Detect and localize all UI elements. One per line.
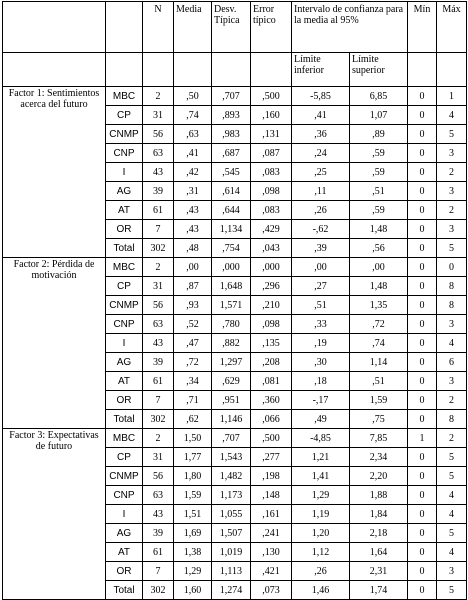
error-tipico-cell: ,241 — [251, 524, 292, 543]
desv-tipica-cell: ,614 — [212, 182, 251, 201]
category-cell: Total — [106, 239, 143, 258]
n-cell: 7 — [143, 391, 174, 410]
limite-superior-cell: 1,48 — [350, 277, 408, 296]
max-cell: 4 — [437, 334, 467, 353]
header-blank — [212, 53, 251, 87]
min-cell: 0 — [408, 410, 437, 429]
error-tipico-cell: ,087 — [251, 144, 292, 163]
table-row — [3, 429, 467, 448]
error-tipico-cell: ,210 — [251, 296, 292, 315]
limite-inferior-cell: ,19 — [292, 334, 350, 353]
n-cell: 43 — [143, 505, 174, 524]
desv-tipica-cell: ,983 — [212, 125, 251, 144]
n-cell: 56 — [143, 296, 174, 315]
category-cell: CNP — [106, 315, 143, 334]
error-tipico-cell: ,043 — [251, 239, 292, 258]
media-cell: ,41 — [174, 144, 212, 163]
max-cell: 3 — [437, 182, 467, 201]
min-cell: 0 — [408, 106, 437, 125]
n-cell: 2 — [143, 429, 174, 448]
limite-superior-cell: ,00 — [350, 258, 408, 277]
table-row — [3, 258, 467, 277]
error-tipico-cell: ,081 — [251, 372, 292, 391]
media-cell: 1,69 — [174, 524, 212, 543]
limite-superior-cell: ,89 — [350, 125, 408, 144]
min-cell: 0 — [408, 163, 437, 182]
header-blank — [408, 53, 437, 87]
max-cell: 3 — [437, 315, 467, 334]
category-cell: MBC — [106, 87, 143, 106]
limite-superior-cell: ,72 — [350, 315, 408, 334]
min-cell: 0 — [408, 315, 437, 334]
desv-tipica-cell: 1,274 — [212, 581, 251, 600]
desv-tipica-cell: 1,648 — [212, 277, 251, 296]
n-cell: 61 — [143, 201, 174, 220]
media-cell: 1,50 — [174, 429, 212, 448]
category-cell: AG — [106, 524, 143, 543]
error-tipico-cell: ,296 — [251, 277, 292, 296]
limite-inferior-cell: -4,85 — [292, 429, 350, 448]
header-blank — [106, 53, 143, 87]
category-cell: AG — [106, 182, 143, 201]
max-cell: 4 — [437, 543, 467, 562]
error-tipico-cell: ,429 — [251, 220, 292, 239]
header-limite-inferior: Límite inferior — [292, 53, 350, 87]
factor-group-label: Factor 2: Pérdida de motivación — [3, 258, 106, 429]
limite-inferior-cell: 1,19 — [292, 505, 350, 524]
limite-inferior-cell: -5,85 — [292, 87, 350, 106]
min-cell: 0 — [408, 334, 437, 353]
desv-tipica-cell: ,882 — [212, 334, 251, 353]
media-cell: 1,77 — [174, 448, 212, 467]
category-cell: OR — [106, 220, 143, 239]
header-blank — [3, 53, 106, 87]
max-cell: 0 — [437, 258, 467, 277]
header-blank — [106, 2, 143, 53]
max-cell: 3 — [437, 372, 467, 391]
header-row — [3, 2, 467, 53]
max-cell: 5 — [437, 524, 467, 543]
limite-superior-cell: 2,34 — [350, 448, 408, 467]
category-cell: CNP — [106, 486, 143, 505]
n-cell: 39 — [143, 353, 174, 372]
min-cell: 0 — [408, 353, 437, 372]
header-max: Máx — [437, 2, 467, 53]
media-cell: ,52 — [174, 315, 212, 334]
desv-tipica-cell: 1,134 — [212, 220, 251, 239]
limite-superior-cell: 1,48 — [350, 220, 408, 239]
desv-tipica-cell: ,951 — [212, 391, 251, 410]
max-cell: 3 — [437, 220, 467, 239]
limite-inferior-cell: -,17 — [292, 391, 350, 410]
descriptive-statistics-table — [2, 1, 467, 600]
media-cell: ,62 — [174, 410, 212, 429]
max-cell: 2 — [437, 391, 467, 410]
header-blank — [3, 2, 106, 53]
limite-inferior-cell: ,00 — [292, 258, 350, 277]
limite-superior-cell: 2,20 — [350, 467, 408, 486]
min-cell: 0 — [408, 543, 437, 562]
n-cell: 302 — [143, 410, 174, 429]
n-cell: 43 — [143, 334, 174, 353]
min-cell: 0 — [408, 201, 437, 220]
category-cell: CP — [106, 448, 143, 467]
header-intervalo-confianza: Intervalo de confianza para la media al 95% — [292, 2, 408, 53]
header-error-tipico: Error típico — [251, 2, 292, 53]
header-blank — [251, 53, 292, 87]
category-cell: AT — [106, 543, 143, 562]
header-media: Media — [174, 2, 212, 53]
min-cell: 0 — [408, 505, 437, 524]
limite-superior-cell: ,74 — [350, 334, 408, 353]
desv-tipica-cell: 1,019 — [212, 543, 251, 562]
min-cell: 0 — [408, 87, 437, 106]
n-cell: 31 — [143, 106, 174, 125]
limite-inferior-cell: 1,29 — [292, 486, 350, 505]
media-cell: 1,60 — [174, 581, 212, 600]
media-cell: ,43 — [174, 220, 212, 239]
min-cell: 0 — [408, 372, 437, 391]
media-cell: ,50 — [174, 87, 212, 106]
n-cell: 302 — [143, 581, 174, 600]
limite-superior-cell: 1,64 — [350, 543, 408, 562]
min-cell: 0 — [408, 448, 437, 467]
desv-tipica-cell: 1,146 — [212, 410, 251, 429]
media-cell: 1,51 — [174, 505, 212, 524]
n-cell: 7 — [143, 220, 174, 239]
max-cell: 5 — [437, 125, 467, 144]
category-cell: AT — [106, 201, 143, 220]
desv-tipica-cell: ,545 — [212, 163, 251, 182]
limite-inferior-cell: 1,12 — [292, 543, 350, 562]
min-cell: 0 — [408, 391, 437, 410]
category-cell: OR — [106, 391, 143, 410]
limite-inferior-cell: ,36 — [292, 125, 350, 144]
n-cell: 31 — [143, 277, 174, 296]
category-cell: Total — [106, 581, 143, 600]
limite-inferior-cell: ,24 — [292, 144, 350, 163]
error-tipico-cell: ,083 — [251, 201, 292, 220]
desv-tipica-cell: 1,482 — [212, 467, 251, 486]
n-cell: 61 — [143, 372, 174, 391]
desv-tipica-cell: ,707 — [212, 87, 251, 106]
limite-inferior-cell: ,30 — [292, 353, 350, 372]
limite-superior-cell: ,75 — [350, 410, 408, 429]
error-tipico-cell: ,198 — [251, 467, 292, 486]
media-cell: ,34 — [174, 372, 212, 391]
category-cell: CNMP — [106, 467, 143, 486]
error-tipico-cell: ,098 — [251, 315, 292, 334]
desv-tipica-cell: 1,507 — [212, 524, 251, 543]
limite-inferior-cell: 1,21 — [292, 448, 350, 467]
min-cell: 1 — [408, 429, 437, 448]
limite-superior-cell: ,51 — [350, 372, 408, 391]
min-cell: 0 — [408, 258, 437, 277]
desv-tipica-cell: 1,173 — [212, 486, 251, 505]
max-cell: 4 — [437, 106, 467, 125]
max-cell: 5 — [437, 239, 467, 258]
desv-tipica-cell: ,687 — [212, 144, 251, 163]
header-n: N — [143, 2, 174, 53]
category-cell: I — [106, 505, 143, 524]
max-cell: 6 — [437, 353, 467, 372]
media-cell: 1,38 — [174, 543, 212, 562]
min-cell: 0 — [408, 524, 437, 543]
media-cell: ,71 — [174, 391, 212, 410]
error-tipico-cell: ,098 — [251, 182, 292, 201]
limite-superior-cell: 1,88 — [350, 486, 408, 505]
limite-inferior-cell: ,41 — [292, 106, 350, 125]
error-tipico-cell: ,148 — [251, 486, 292, 505]
limite-superior-cell: ,59 — [350, 144, 408, 163]
media-cell: ,31 — [174, 182, 212, 201]
limite-inferior-cell: 1,41 — [292, 467, 350, 486]
error-tipico-cell: ,208 — [251, 353, 292, 372]
n-cell: 56 — [143, 125, 174, 144]
desv-tipica-cell: ,629 — [212, 372, 251, 391]
media-cell: ,93 — [174, 296, 212, 315]
category-cell: MBC — [106, 429, 143, 448]
category-cell: CNP — [106, 144, 143, 163]
error-tipico-cell: ,135 — [251, 334, 292, 353]
media-cell: 1,59 — [174, 486, 212, 505]
header-limite-superior: Límite superior — [350, 53, 408, 87]
n-cell: 56 — [143, 467, 174, 486]
category-cell: CNMP — [106, 125, 143, 144]
desv-tipica-cell: 1,055 — [212, 505, 251, 524]
limite-superior-cell: ,51 — [350, 182, 408, 201]
max-cell: 3 — [437, 562, 467, 581]
max-cell: 1 — [437, 87, 467, 106]
limite-inferior-cell: ,11 — [292, 182, 350, 201]
error-tipico-cell: ,500 — [251, 429, 292, 448]
min-cell: 0 — [408, 486, 437, 505]
n-cell: 2 — [143, 258, 174, 277]
max-cell: 5 — [437, 581, 467, 600]
max-cell: 5 — [437, 467, 467, 486]
n-cell: 63 — [143, 315, 174, 334]
media-cell: ,42 — [174, 163, 212, 182]
factor-group-label: Factor 1: Sentimientos acerca del futuro — [3, 87, 106, 258]
limite-superior-cell: 2,18 — [350, 524, 408, 543]
category-cell: AG — [106, 353, 143, 372]
n-cell: 7 — [143, 562, 174, 581]
category-cell: CNMP — [106, 296, 143, 315]
min-cell: 0 — [408, 277, 437, 296]
desv-tipica-cell: ,707 — [212, 429, 251, 448]
limite-inferior-cell: ,25 — [292, 163, 350, 182]
header-min: Mín — [408, 2, 437, 53]
limite-superior-cell: 1,14 — [350, 353, 408, 372]
limite-inferior-cell: ,18 — [292, 372, 350, 391]
media-cell: ,48 — [174, 239, 212, 258]
limite-inferior-cell: ,33 — [292, 315, 350, 334]
category-cell: I — [106, 163, 143, 182]
error-tipico-cell: ,161 — [251, 505, 292, 524]
media-cell: 1,80 — [174, 467, 212, 486]
min-cell: 0 — [408, 467, 437, 486]
max-cell: 8 — [437, 410, 467, 429]
min-cell: 0 — [408, 581, 437, 600]
limite-superior-cell: 2,31 — [350, 562, 408, 581]
category-cell: AT — [106, 372, 143, 391]
subheader-row — [3, 53, 467, 87]
media-cell: ,87 — [174, 277, 212, 296]
limite-superior-cell: 1,84 — [350, 505, 408, 524]
header-blank — [143, 53, 174, 87]
min-cell: 0 — [408, 125, 437, 144]
table-row — [3, 87, 467, 106]
error-tipico-cell: ,066 — [251, 410, 292, 429]
limite-inferior-cell: ,26 — [292, 201, 350, 220]
error-tipico-cell: ,500 — [251, 87, 292, 106]
desv-tipica-cell: 1,571 — [212, 296, 251, 315]
limite-superior-cell: 1,35 — [350, 296, 408, 315]
min-cell: 0 — [408, 239, 437, 258]
error-tipico-cell: ,083 — [251, 163, 292, 182]
error-tipico-cell: ,421 — [251, 562, 292, 581]
media-cell: ,72 — [174, 353, 212, 372]
header-blank — [174, 53, 212, 87]
error-tipico-cell: ,277 — [251, 448, 292, 467]
limite-superior-cell: ,56 — [350, 239, 408, 258]
category-cell: OR — [106, 562, 143, 581]
n-cell: 43 — [143, 163, 174, 182]
limite-inferior-cell: ,27 — [292, 277, 350, 296]
max-cell: 3 — [437, 144, 467, 163]
n-cell: 2 — [143, 87, 174, 106]
error-tipico-cell: ,131 — [251, 125, 292, 144]
table-body — [3, 87, 467, 600]
max-cell: 8 — [437, 296, 467, 315]
header-desv-tipica: Desv. Típica — [212, 2, 251, 53]
limite-inferior-cell: 1,20 — [292, 524, 350, 543]
limite-superior-cell: 1,07 — [350, 106, 408, 125]
desv-tipica-cell: ,754 — [212, 239, 251, 258]
media-cell: ,63 — [174, 125, 212, 144]
header-blank — [437, 53, 467, 87]
min-cell: 0 — [408, 220, 437, 239]
error-tipico-cell: ,360 — [251, 391, 292, 410]
desv-tipica-cell: ,000 — [212, 258, 251, 277]
error-tipico-cell: ,000 — [251, 258, 292, 277]
error-tipico-cell: ,130 — [251, 543, 292, 562]
category-cell: CP — [106, 106, 143, 125]
min-cell: 0 — [408, 296, 437, 315]
limite-inferior-cell: ,49 — [292, 410, 350, 429]
limite-superior-cell: 1,74 — [350, 581, 408, 600]
limite-superior-cell: ,59 — [350, 201, 408, 220]
desv-tipica-cell: 1,113 — [212, 562, 251, 581]
media-cell: 1,29 — [174, 562, 212, 581]
n-cell: 63 — [143, 486, 174, 505]
media-cell: ,00 — [174, 258, 212, 277]
factor-group-label: Factor 3: Expectativas de futuro — [3, 429, 106, 600]
limite-inferior-cell: -,62 — [292, 220, 350, 239]
limite-inferior-cell: ,51 — [292, 296, 350, 315]
max-cell: 4 — [437, 505, 467, 524]
max-cell: 8 — [437, 277, 467, 296]
n-cell: 39 — [143, 524, 174, 543]
n-cell: 302 — [143, 239, 174, 258]
media-cell: ,43 — [174, 201, 212, 220]
max-cell: 2 — [437, 201, 467, 220]
category-cell: Total — [106, 410, 143, 429]
min-cell: 0 — [408, 182, 437, 201]
min-cell: 0 — [408, 562, 437, 581]
max-cell: 2 — [437, 429, 467, 448]
n-cell: 63 — [143, 144, 174, 163]
max-cell: 4 — [437, 486, 467, 505]
category-cell: MBC — [106, 258, 143, 277]
limite-superior-cell: 6,85 — [350, 87, 408, 106]
n-cell: 61 — [143, 543, 174, 562]
limite-inferior-cell: ,39 — [292, 239, 350, 258]
desv-tipica-cell: 1,297 — [212, 353, 251, 372]
error-tipico-cell: ,073 — [251, 581, 292, 600]
limite-superior-cell: 7,85 — [350, 429, 408, 448]
n-cell: 39 — [143, 182, 174, 201]
limite-inferior-cell: 1,46 — [292, 581, 350, 600]
limite-superior-cell: ,59 — [350, 163, 408, 182]
media-cell: ,47 — [174, 334, 212, 353]
max-cell: 2 — [437, 163, 467, 182]
n-cell: 31 — [143, 448, 174, 467]
desv-tipica-cell: 1,543 — [212, 448, 251, 467]
min-cell: 0 — [408, 144, 437, 163]
limite-inferior-cell: ,26 — [292, 562, 350, 581]
desv-tipica-cell: ,893 — [212, 106, 251, 125]
error-tipico-cell: ,160 — [251, 106, 292, 125]
desv-tipica-cell: ,780 — [212, 315, 251, 334]
category-cell: CP — [106, 277, 143, 296]
desv-tipica-cell: ,644 — [212, 201, 251, 220]
limite-superior-cell: 1,59 — [350, 391, 408, 410]
category-cell: I — [106, 334, 143, 353]
media-cell: ,74 — [174, 106, 212, 125]
max-cell: 5 — [437, 448, 467, 467]
